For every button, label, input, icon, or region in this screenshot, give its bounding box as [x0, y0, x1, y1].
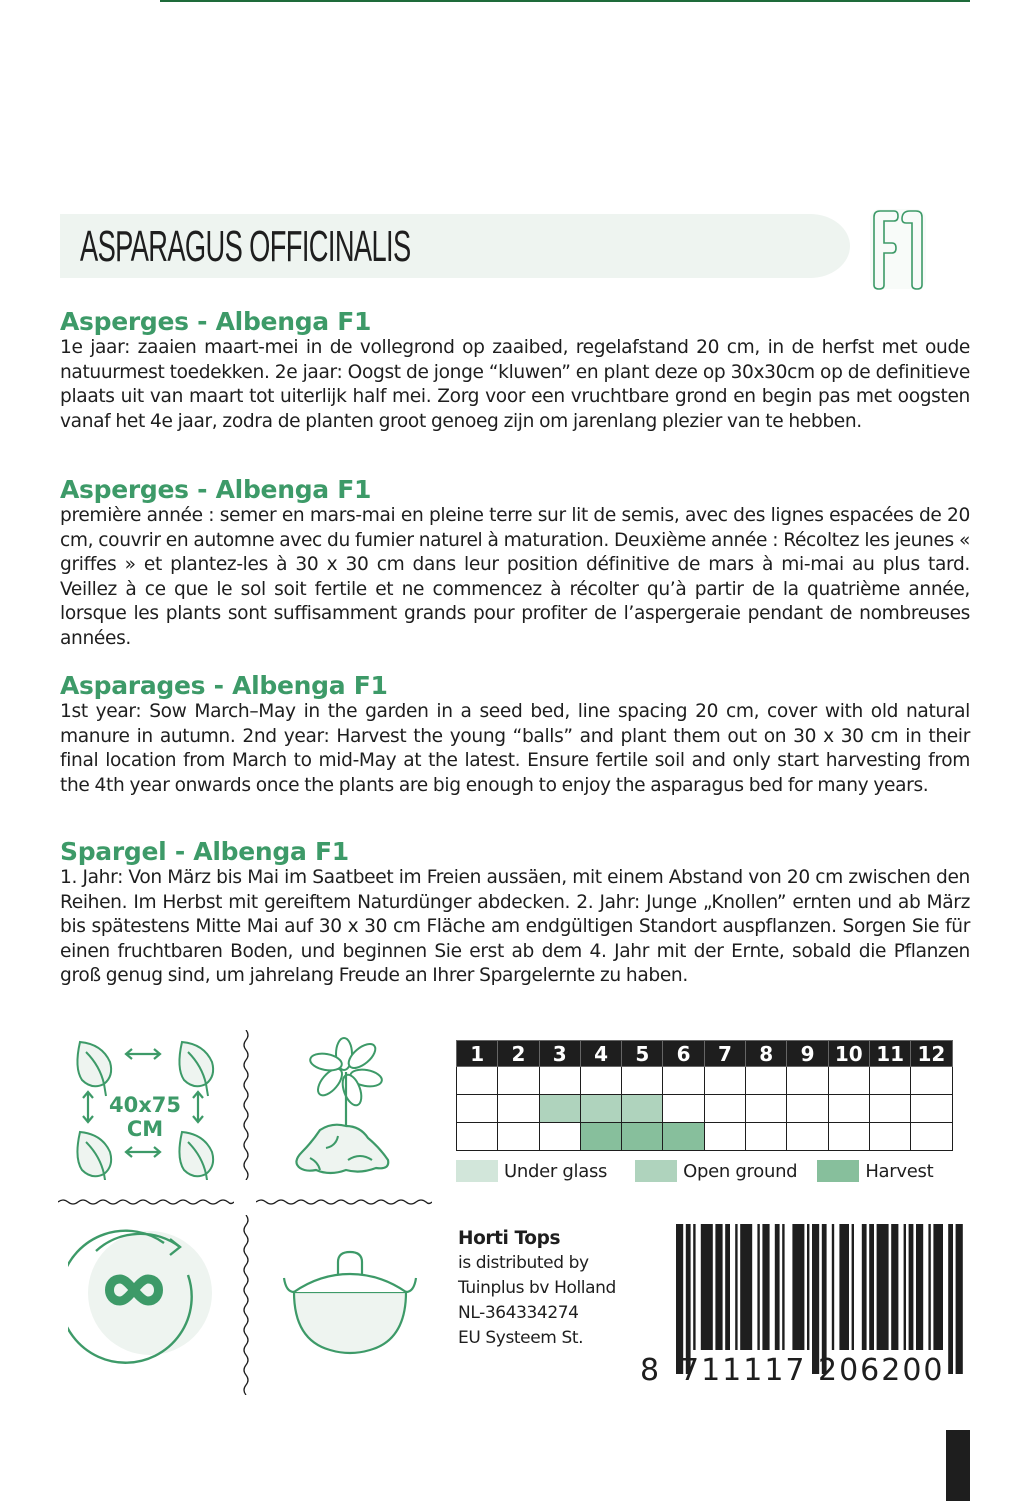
- calendar-cell: [457, 1123, 498, 1151]
- calendar-cell: [828, 1067, 869, 1095]
- month-9: 9: [787, 1041, 828, 1067]
- leaf-spacing-icon: [60, 1030, 230, 1180]
- svg-text:40x75: 40x75: [109, 1093, 181, 1117]
- svg-text:8: 8: [640, 1353, 660, 1384]
- month-5: 5: [622, 1041, 663, 1067]
- calendar-cell: [663, 1067, 704, 1095]
- calendar-cell: [622, 1123, 663, 1151]
- calendar-cell: [622, 1067, 663, 1095]
- calendar-cell: [869, 1095, 910, 1123]
- calendar-cell: [580, 1123, 621, 1151]
- calendar-cell: [746, 1067, 787, 1095]
- wavy-divider-vertical: [240, 1030, 252, 1180]
- calendar-cell: [787, 1067, 828, 1095]
- section-text: 1. Jahr: Von März bis Mai im Saatbeet im Freien aussäen, mit einem Abstand von 20 cm zwischen den Reihen. Im Herbst mit gereiftem Naturdünger abdecken. 2. Jahr: Junge „Knollen” ernten und ab März bis spätestens Mitte Mai auf 30 x 30 cm Fläche am endgültigen Standort auspflanzen. Sorgen Sie für einen fruchtbaren Boden, und beginnen Sie erst ab dem 4. Jahr mit der Ernte, sobald die Pflanzen groß genug sind, um jahrelang Freude an Ihrer Spargelernte zu haben.: [60, 867, 970, 986]
- legend-open-ground: [635, 1160, 797, 1182]
- calendar-cell: [498, 1123, 539, 1151]
- calendar-cell: [911, 1123, 952, 1151]
- calendar-cell: [704, 1123, 745, 1151]
- calendar-cell: [539, 1123, 580, 1151]
- flower-on-soil-icon: [280, 1030, 430, 1180]
- calendar-legend: [456, 1160, 941, 1182]
- ean-barcode: [640, 1224, 970, 1384]
- calendar-cell: [498, 1067, 539, 1095]
- calendar-cell: [911, 1095, 952, 1123]
- section-text: première année : semer en mars-mai en pleine terre sur lit de semis, avec des lignes espacées de 20 cm, couvrir en automne avec du fumier naturel à maturation. Deuxième année : Récoltez les jeunes « griffes » et plantez-les à 30 x 30 cm dans leur position définitive de mars à mi-mai au plus tard. Veillez à ce que le sol soit fertile et ne commencez à récolter qu’à partir de la quatrième année, lorsque les plants sont suffisamment grands pour profiter de l’aspergeraie pendant de nombreuses années.: [60, 505, 970, 649]
- calendar-row: [457, 1067, 953, 1095]
- calendar-cell: [869, 1123, 910, 1151]
- month-8: 8: [746, 1041, 787, 1067]
- calendar-cell: [498, 1095, 539, 1123]
- calendar-row: [457, 1095, 953, 1123]
- calendar-cell: [787, 1095, 828, 1123]
- distributor-line: Tuinplus bv Holland: [458, 1278, 616, 1298]
- distributor-line: is distributed by: [458, 1253, 589, 1273]
- legend-label: Harvest: [865, 1160, 934, 1182]
- calendar-row: [457, 1123, 953, 1151]
- calendar-cell: [457, 1095, 498, 1123]
- print-registration-mark: [946, 1430, 970, 1501]
- cooking-pot-icon: [280, 1240, 430, 1370]
- calendar-cell: [457, 1067, 498, 1095]
- calendar-cell: [704, 1067, 745, 1095]
- calendar-cell: [539, 1095, 580, 1123]
- legend-label: Under glass: [504, 1160, 608, 1182]
- month-6: 6: [663, 1041, 704, 1067]
- month-4: 4: [580, 1041, 621, 1067]
- top-rule: [160, 0, 970, 2]
- svg-text:CM: CM: [126, 1117, 164, 1141]
- legend-label: Open ground: [683, 1160, 798, 1182]
- calendar-cell: [869, 1067, 910, 1095]
- calendar-cell: [622, 1095, 663, 1123]
- month-11: 11: [869, 1041, 910, 1067]
- planting-icon-cell: [280, 1030, 430, 1180]
- use-icon-cell: [280, 1240, 430, 1370]
- calendar-cell: [663, 1123, 704, 1151]
- wavy-divider-vertical: [240, 1215, 252, 1395]
- month-12: 12: [911, 1041, 952, 1067]
- brand-name: Horti Tops: [458, 1228, 561, 1249]
- perennial-infinity-icon: [68, 1225, 218, 1375]
- calendar-cell: [911, 1067, 952, 1095]
- calendar-cell: [704, 1095, 745, 1123]
- section-text: 1e jaar: zaaien maart-mei in de vollegrond op zaaibed, regelafstand 20 cm, in de herfst met oude natuurmest toedekken. 2e jaar: Oogst de jonge “kluwen” en plant deze op 30x30cm op de definitieve plaats uit van maart tot uiterlijk half mei. Zorg voor een vruchtbare grond en begin pas met oogsten vanaf het 4e jaar, zodra de planten groot genoeg zijn om jarenlang plezier van te hebben.: [60, 337, 970, 432]
- wavy-divider-horizontal: [256, 1196, 432, 1208]
- calendar-cell: [580, 1067, 621, 1095]
- calendar-cell: [746, 1095, 787, 1123]
- distributor-info: [458, 1226, 616, 1351]
- section-dutch: [60, 308, 970, 434]
- calendar-cell: [746, 1123, 787, 1151]
- calendar-cell: [787, 1123, 828, 1151]
- lifecycle-icon-cell: [68, 1225, 218, 1375]
- month-10: 10: [828, 1041, 869, 1067]
- spacing-icon-cell: [60, 1030, 230, 1180]
- legend-under-glass: [456, 1160, 607, 1182]
- section-german: [60, 838, 970, 989]
- latin-name: ASPARAGUS OFFICINALIS: [80, 222, 411, 271]
- section-french: [60, 476, 970, 651]
- month-2: 2: [498, 1041, 539, 1067]
- month-1: 1: [457, 1041, 498, 1067]
- section-title: Asperges - Albenga F1: [60, 307, 372, 336]
- section-text: 1st year: Sow March–May in the garden in a seed bed, line spacing 20 cm, cover with old natural manure in autumn. 2nd year: Harvest the young “balls” and plant them out on 30 x 30 cm in their final location from March to mid-May at the latest. Ensure fertile soil and only start harvesting from the 4th year onwards once the plants are big enough to enjoy the asparagus bed for many years.: [60, 701, 970, 796]
- calendar-cell: [539, 1067, 580, 1095]
- svg-text:711117: 711117: [680, 1353, 807, 1384]
- section-title: Spargel - Albenga F1: [60, 837, 349, 866]
- legend-swatch: [817, 1160, 859, 1182]
- legend-swatch: [635, 1160, 677, 1182]
- calendar-cell: [663, 1095, 704, 1123]
- wavy-divider-horizontal: [58, 1196, 234, 1208]
- f1-badge-icon: [868, 205, 928, 293]
- legend-swatch: [456, 1160, 498, 1182]
- svg-text:206200: 206200: [818, 1353, 945, 1384]
- legend-harvest: [817, 1160, 933, 1182]
- section-title: Asparages - Albenga F1: [60, 671, 388, 700]
- month-7: 7: [704, 1041, 745, 1067]
- distributor-line: NL-364334274: [458, 1303, 579, 1323]
- calendar-cell: [828, 1123, 869, 1151]
- sowing-calendar: [456, 1040, 953, 1151]
- section-title: Asperges - Albenga F1: [60, 475, 372, 504]
- calendar-cell: [580, 1095, 621, 1123]
- calendar-cell: [828, 1095, 869, 1123]
- distributor-line: EU Systeem St.: [458, 1328, 584, 1348]
- month-3: 3: [539, 1041, 580, 1067]
- calendar-month-header: [457, 1041, 953, 1067]
- section-english: [60, 672, 970, 798]
